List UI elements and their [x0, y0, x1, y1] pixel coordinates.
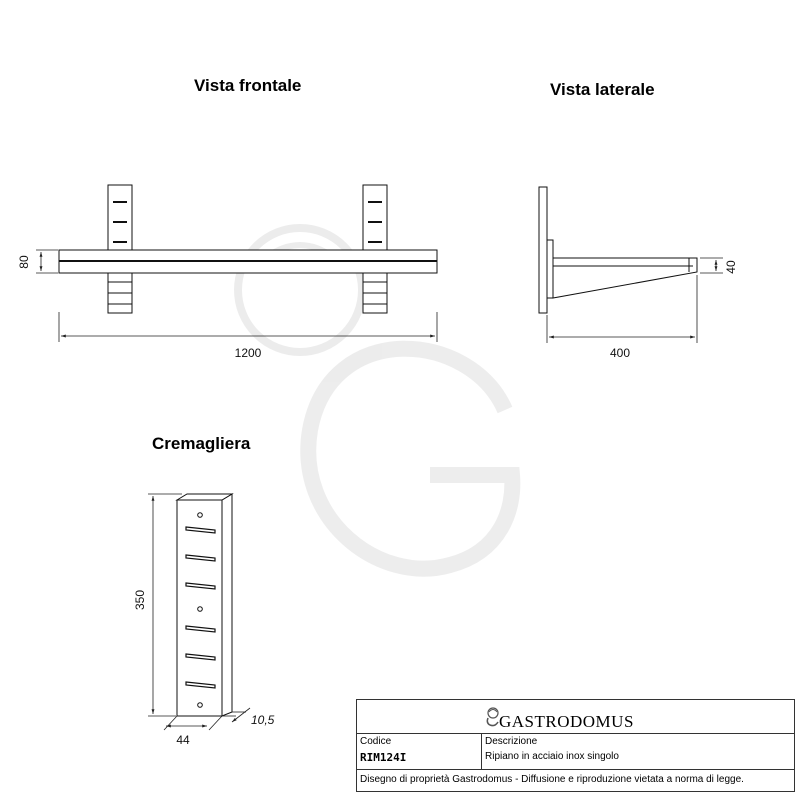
left-rack-upper	[108, 185, 132, 250]
description-label: Descrizione	[485, 736, 538, 747]
copyright-notice: Disegno di proprietà Gastrodomus - Diffusione e riproduzione vietata a norma di legge.	[360, 774, 744, 785]
right-rack-upper	[363, 185, 387, 250]
side-height-label: 40	[724, 260, 738, 274]
front-height-label: 80	[17, 255, 31, 269]
code-value: RIM124I	[360, 751, 407, 764]
rack-width-label: 44	[176, 733, 190, 747]
bracket-arm	[553, 258, 697, 298]
title-block	[356, 699, 795, 792]
rack-top-edge	[177, 494, 232, 500]
front-view	[59, 185, 437, 313]
rack-width-dimension	[164, 716, 222, 730]
right-rack-lower	[363, 273, 387, 313]
brand-name: GASTRODOMUS	[499, 712, 634, 731]
rack-view	[177, 494, 232, 716]
side-view-title: Vista laterale	[550, 80, 655, 99]
rack-thickness-label: 10,5	[251, 713, 275, 727]
rack-side-flange	[222, 494, 232, 716]
front-view-title: Vista frontale	[194, 76, 302, 95]
rack-view-title: Cremagliera	[152, 434, 251, 453]
title-block-footer-divider	[357, 769, 794, 770]
wall-rack-profile	[539, 187, 547, 313]
code-label: Codice	[360, 736, 392, 747]
bracket-collar	[547, 240, 553, 298]
front-width-label: 1200	[234, 346, 262, 360]
title-block-header	[357, 700, 794, 734]
front-height-dimension	[36, 250, 58, 273]
rack-height-label: 350	[133, 589, 147, 611]
side-height-dimension	[700, 258, 723, 273]
left-rack-lower	[108, 273, 132, 313]
title-block-divider	[481, 733, 482, 769]
side-view	[539, 187, 697, 313]
side-depth-label: 400	[609, 346, 631, 360]
description-value: Ripiano in acciaio inox singolo	[485, 751, 619, 762]
